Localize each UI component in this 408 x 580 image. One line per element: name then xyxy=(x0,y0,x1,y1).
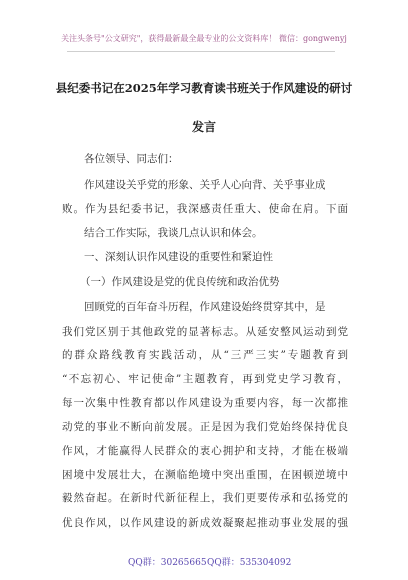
subsection-heading: （一）作风建设是党的优良传统和政治优势 xyxy=(80,276,280,288)
paragraph-line: 败。作为县纪委书记，我深感责任重大、使命在肩。下面 xyxy=(62,203,348,215)
header-divider xyxy=(67,51,335,52)
document-title-line-1: 县纪委书记在2025年学习教育读书班关于作风建设的研讨 xyxy=(55,81,353,95)
paragraph-line: 动党的事业不断向前发展。正是因为我们党始终保持优良 xyxy=(62,421,348,433)
paragraph-line: 结合工作实际，我谈几点认识和体会。 xyxy=(84,227,263,239)
section-heading: 一、深刻认识作风建设的重要性和紧迫性 xyxy=(84,251,273,263)
footer-qq-group-1: QQ群：30265665 xyxy=(128,558,207,568)
salutation: 各位领导、同志们： xyxy=(84,153,179,165)
paragraph-line: 困境中发展壮大，在濒临绝境中突出重围，在困顿逆境中 xyxy=(62,469,348,481)
paragraph-line: 毅然奋起。在新时代新征程上，我们更要传承和弘扬党的 xyxy=(62,492,348,504)
paragraph-line: 每一次集中性教育都以作风建设为重要内容，每一次都推 xyxy=(62,397,348,409)
header-notice: 关注头条号"公文研究"，获得最新最全最专业的公文资料库！ 微信：gongwenyj xyxy=(61,34,347,43)
paragraph-line: 作风建设关乎党的形象、关乎人心向背、关乎事业成 xyxy=(84,179,326,191)
paragraph-line: 优良作风，以作风建设的新成效凝聚起推动事业发展的强 xyxy=(62,517,348,529)
document-title-line-2: 发言 xyxy=(191,120,216,134)
paragraph-line: “不忘初心、牢记使命”主题教育，再到党史学习教育， xyxy=(62,373,348,385)
paragraph-line: 作风，才能赢得人民群众的衷心拥护和支持，才能在极端 xyxy=(62,445,348,457)
footer-qq-group-2: QQ群：535304092 xyxy=(207,558,292,568)
paragraph-line: 的群众路线教育实践活动，从“三严三实”专题教育到 xyxy=(62,349,348,361)
paragraph-line: 我们党区别于其他政党的显著标志。从延安整风运动到党 xyxy=(62,326,348,338)
paragraph-line: 回顾党的百年奋斗历程，作风建设始终贯穿其中，是 xyxy=(84,301,326,313)
